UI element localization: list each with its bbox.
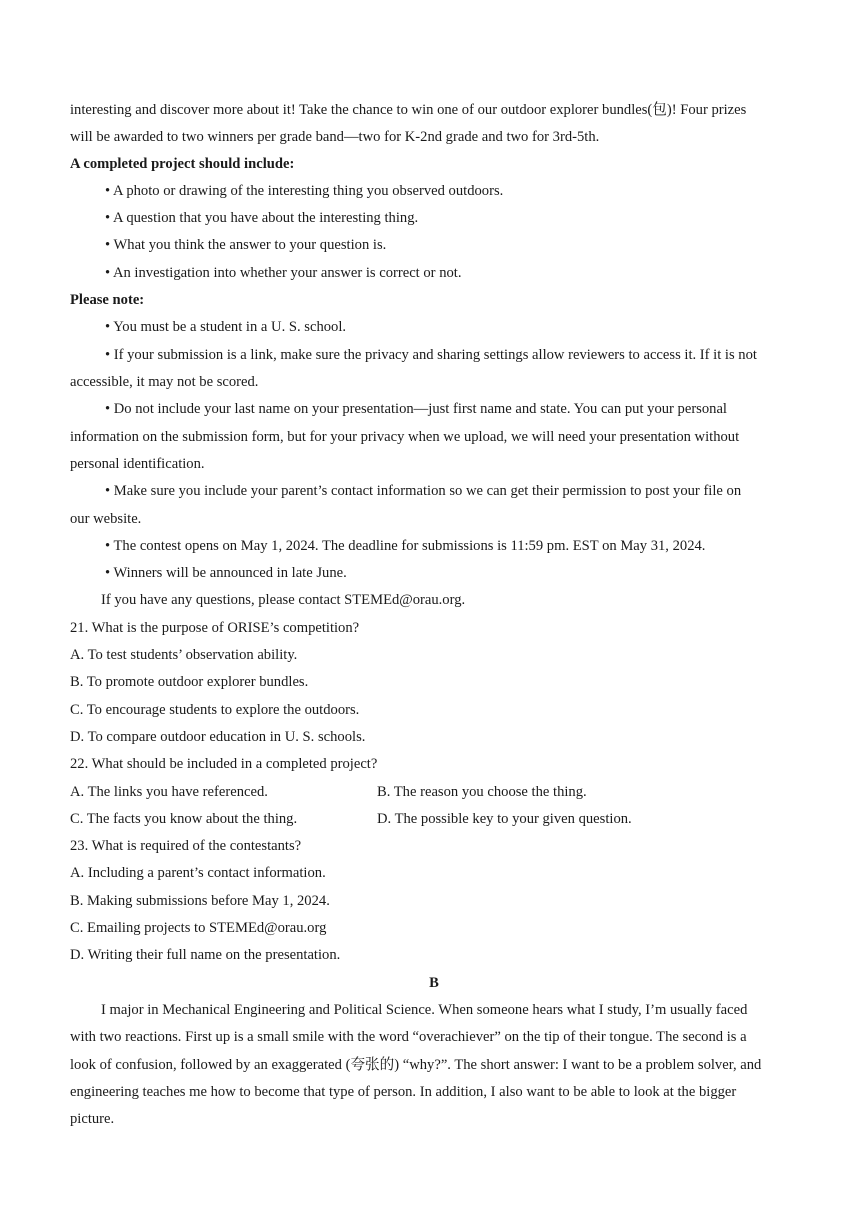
- intro-line-1: interesting and discover more about it! Take the chance to win one of our outdoor explorer bundles(包)! Four prizes: [70, 102, 747, 118]
- project-item-3: • What you think the answer to your question is.: [105, 237, 387, 253]
- passage-b-line-5: picture.: [70, 1111, 115, 1127]
- q21-stem: 21. What is the purpose of ORISE’s competition?: [70, 620, 360, 636]
- q23-option-c: C. Emailing projects to STEMEd@orau.org: [70, 920, 327, 936]
- q21-option-a: A. To test students’ observation ability.: [70, 647, 298, 663]
- project-item-1: • A photo or drawing of the interesting thing you observed outdoors.: [105, 183, 504, 199]
- note-link-line-2: accessible, it may not be scored.: [70, 374, 259, 390]
- note-link-line-1: • If your submission is a link, make sure the privacy and sharing settings allow reviewers to access it. If it is not: [105, 347, 757, 363]
- note-name-line-1: • Do not include your last name on your presentation—just first name and state. You can put your personal: [105, 401, 727, 417]
- passage-b-line-2: with two reactions. First up is a small smile with the word “overachiever” on the tip of their tongue. The second is a: [70, 1029, 747, 1045]
- q21-option-d: D. To compare outdoor education in U. S. schools.: [70, 729, 366, 745]
- project-item-4: • An investigation into whether your answer is correct or not.: [105, 265, 462, 281]
- section-b-label: B: [429, 975, 439, 991]
- q22-option-a: A. The links you have referenced.: [70, 784, 268, 800]
- passage-b-line-3: look of confusion, followed by an exaggerated (夸张的) “why?”. The short answer: I want to be a problem solver, and: [70, 1057, 762, 1073]
- q23-option-b: B. Making submissions before May 1, 2024.: [70, 893, 330, 909]
- notes-heading: Please note:: [70, 292, 145, 308]
- note-winners: • Winners will be announced in late June.: [105, 565, 347, 581]
- passage-b-line-4: engineering teaches me how to become that type of person. In addition, I also want to be able to look at the bigger: [70, 1084, 737, 1100]
- q22-option-b: B. The reason you choose the thing.: [377, 784, 587, 800]
- intro-line-2: will be awarded to two winners per grade band—two for K-2nd grade and two for 3rd-5th.: [70, 129, 600, 145]
- note-name-line-2: information on the submission form, but for your privacy when we upload, we will need your presentation without: [70, 429, 740, 445]
- passage-b-line-1: I major in Mechanical Engineering and Political Science. When someone hears what I study, I’m usually faced: [101, 1002, 748, 1018]
- q22-option-c: C. The facts you know about the thing.: [70, 811, 298, 827]
- q21-option-b: B. To promote outdoor explorer bundles.: [70, 674, 309, 690]
- project-heading: A completed project should include:: [70, 156, 295, 172]
- q21-option-c: C. To encourage students to explore the outdoors.: [70, 702, 360, 718]
- note-student: • You must be a student in a U. S. school.: [105, 319, 347, 335]
- q22-option-d: D. The possible key to your given question.: [377, 811, 632, 827]
- q22-stem: 22. What should be included in a completed project?: [70, 756, 378, 772]
- note-dates: • The contest opens on May 1, 2024. The deadline for submissions is 11:59 pm. EST on May 31, 2024.: [105, 538, 706, 554]
- note-parent-line-1: • Make sure you include your parent’s contact information so we can get their permission to post your file on: [105, 483, 742, 499]
- note-parent-line-2: our website.: [70, 511, 142, 527]
- project-item-2: • A question that you have about the interesting thing.: [105, 210, 419, 226]
- q23-stem: 23. What is required of the contestants?: [70, 838, 302, 854]
- q23-option-d: D. Writing their full name on the presentation.: [70, 947, 341, 963]
- contact-line: If you have any questions, please contact STEMEd@orau.org.: [101, 592, 466, 608]
- q23-option-a: A. Including a parent’s contact information.: [70, 865, 326, 881]
- note-name-line-3: personal identification.: [70, 456, 205, 472]
